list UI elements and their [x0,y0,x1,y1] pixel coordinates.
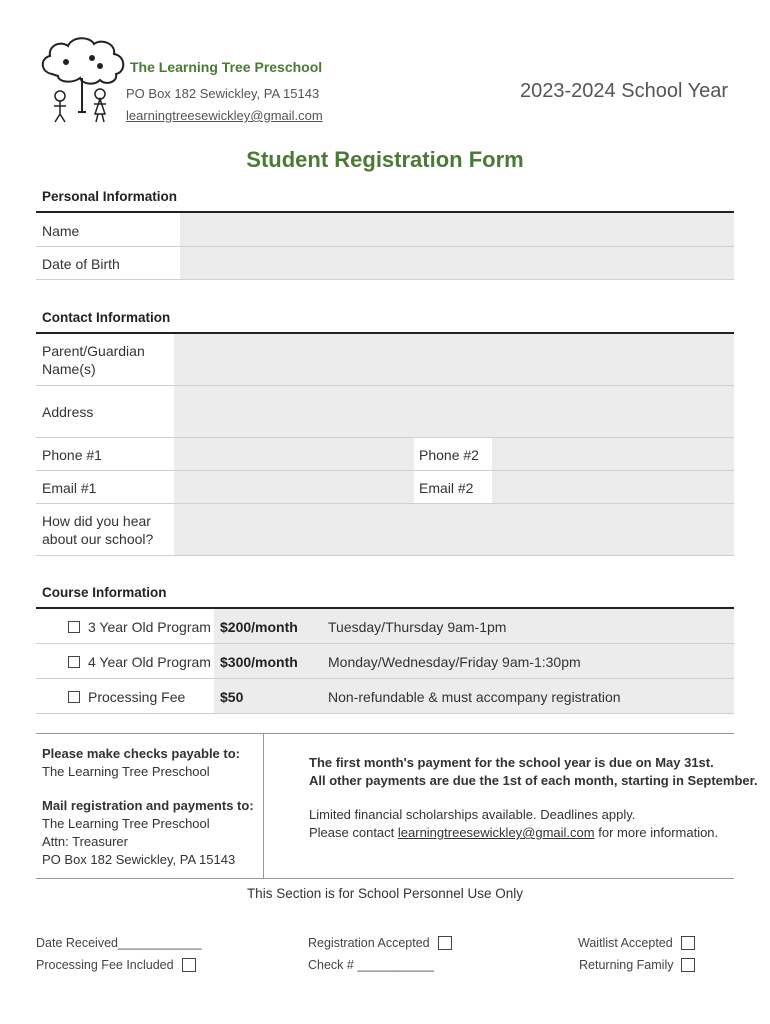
check-number: Check # ___________ [308,958,434,972]
scholarship-line: Please contact learningtreesewickley@gmail.com for more information. [309,825,719,840]
detail-fee: Non-refundable & must accompany registration [328,689,621,705]
email2-label: Email #2 [419,480,474,496]
mail-line: Attn: Treasurer [42,834,128,849]
address-row [36,386,734,438]
office-heading: This Section is for School Personnel Use Only [246,886,524,901]
parent-label: Parent/Guardian Name(s) [42,343,145,377]
phone1-field[interactable] [174,438,414,470]
mail-info [42,797,254,869]
divider [36,733,734,734]
mail-line: PO Box 182 Sewickley, PA 15143 [42,852,236,867]
scholarship-line: Limited financial scholarships available. Deadlines apply. [309,807,636,822]
checks-info [42,745,240,781]
divider [36,878,734,879]
divider [263,733,264,879]
mail-line: The Learning Tree Preschool [42,816,210,831]
checks-payee: The Learning Tree Preschool [42,764,210,779]
parent-row [36,334,734,386]
personal-info-heading: Personal Information [42,189,178,204]
phone-row [36,438,734,471]
course-option-fee[interactable]: Processing Fee [68,689,185,705]
phone2-field[interactable] [492,438,734,470]
mail-heading: Mail registration and payments to: [42,798,254,813]
checkbox-fee[interactable] [68,691,80,703]
price-4yr: $300/month [220,654,298,670]
dob-field[interactable] [180,247,734,279]
course-row [36,679,734,714]
name-label: Name [42,223,80,239]
fee-included: Processing Fee Included [36,958,196,972]
detail-3yr: Tuesday/Thursday 9am-1pm [328,619,507,635]
price-3yr: $200/month [220,619,298,635]
school-year: 2023-2024 School Year [520,80,728,102]
school-address: PO Box 182 Sewickley, PA 15143 [126,86,320,101]
email1-label: Email #1 [42,480,97,496]
course-info-heading: Course Information [42,585,167,600]
address-label: Address [42,404,94,420]
contact-info-heading: Contact Information [42,310,171,325]
form-title: Student Registration Form [246,147,524,172]
returning-family-checkbox[interactable] [681,958,695,972]
referral-row [36,504,734,556]
waitlist-accepted-checkbox[interactable] [681,936,695,950]
course-row [36,644,734,679]
date-received: Date Received____________ [36,936,202,950]
waitlist-accepted: Waitlist Accepted [578,936,695,950]
school-email-link[interactable]: learningtreesewickley@gmail.com [126,108,323,123]
returning-family: Returning Family [579,958,695,972]
dob-row [36,247,734,280]
scholarship-email-link[interactable]: learningtreesewickley@gmail.com [397,825,595,840]
due-line: All other payments are due the 1st of each month, starting in September. [309,773,758,788]
due-info [309,754,758,790]
phone1-label: Phone #1 [42,447,102,463]
school-name: The Learning Tree Preschool [130,59,323,75]
registration-accepted-checkbox[interactable] [438,936,452,950]
fee-included-checkbox[interactable] [182,958,196,972]
dob-label: Date of Birth [42,256,120,272]
scholarship-info [309,806,718,842]
referral-label: How did you hear about our school? [42,513,154,547]
due-line: The first month's payment for the school year is due on May 31st. [309,755,714,770]
course-option-3yr[interactable]: 3 Year Old Program [68,619,211,635]
name-field[interactable] [180,213,734,246]
registration-accepted: Registration Accepted [308,936,452,950]
name-row [36,213,734,247]
detail-4yr: Monday/Wednesday/Friday 9am-1:30pm [328,654,581,670]
email1-field[interactable] [174,471,414,503]
email-row [36,471,734,504]
price-fee: $50 [220,689,244,705]
checkbox-4yr[interactable] [68,656,80,668]
email2-field[interactable] [492,471,734,503]
parent-name-field[interactable] [174,334,734,385]
course-option-4yr[interactable]: 4 Year Old Program [68,654,211,670]
checks-heading: Please make checks payable to: [42,746,241,761]
referral-field[interactable] [174,504,734,555]
checkbox-3yr[interactable] [68,621,80,633]
course-row [36,609,734,644]
school-logo [38,34,128,126]
address-field[interactable] [174,386,734,437]
phone2-label: Phone #2 [419,447,479,463]
